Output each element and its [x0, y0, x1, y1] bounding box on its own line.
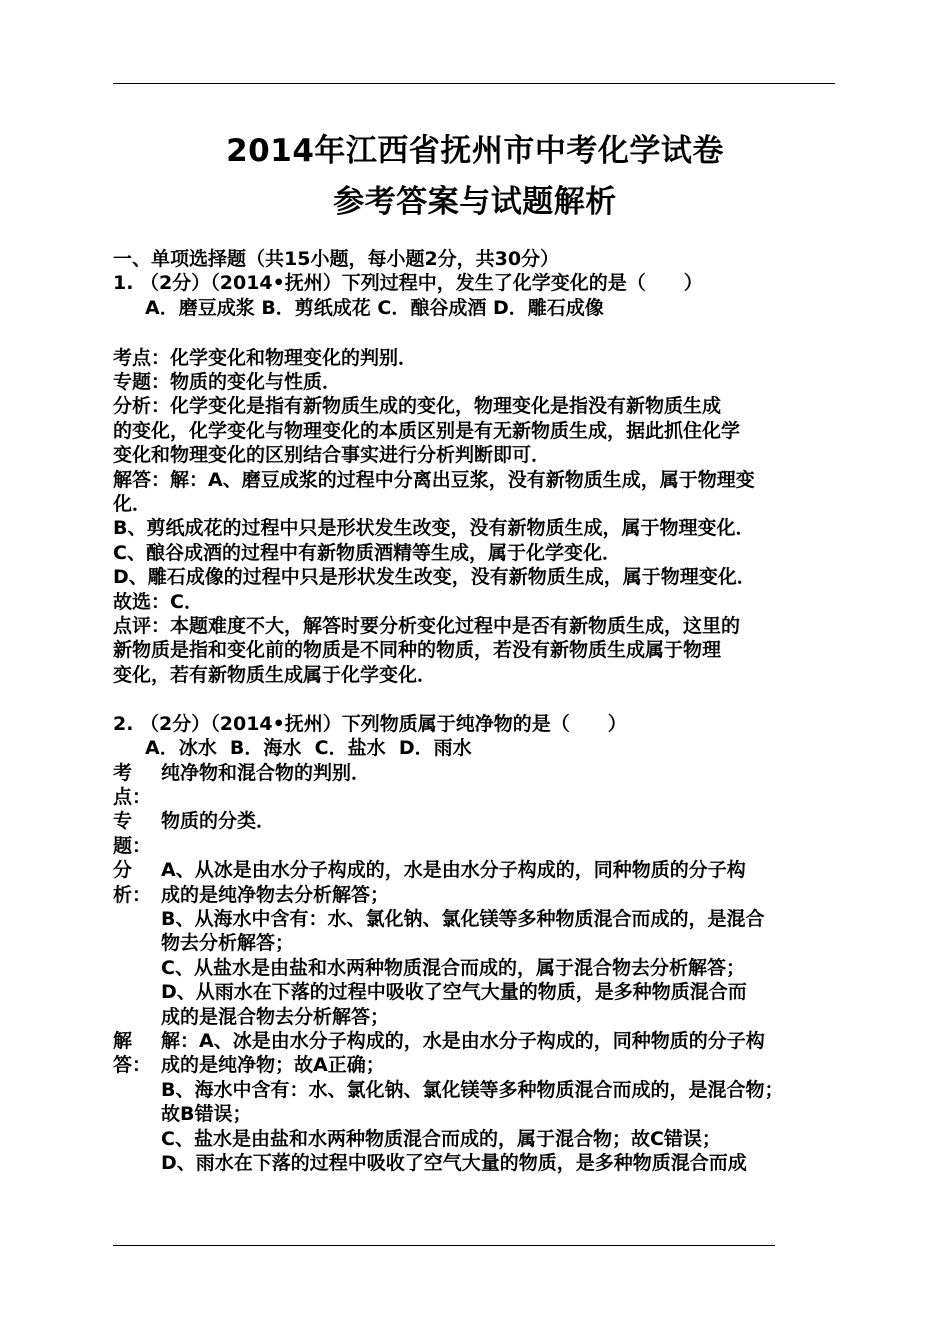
row-text: 纯净物和混合物的判别．: [161, 761, 371, 784]
q1-fenxi-line: 分析：化学变化是指有新物质生成的变化，物理变化是指没有新物质生成: [113, 395, 722, 418]
row-body: [161, 1029, 843, 1175]
label-part: 点：: [113, 785, 152, 808]
q2-row-jieda: [113, 1029, 843, 1175]
q1-jieda-line: D、雕石成像的过程中只是形状发生改变，没有新物质生成，属于物理变化．: [113, 566, 756, 589]
row-text: 物质的分类．: [161, 810, 276, 833]
row-label: [113, 1029, 161, 1175]
page-subtitle: 参考答案与试题解析: [333, 184, 617, 220]
q1-fenxi-line: 变化和物理变化的区别结合事实进行分析判断即可．: [113, 444, 551, 467]
spacer: [113, 687, 843, 711]
row-text: 成的是纯净物；故A正确；: [161, 1054, 385, 1077]
row-text: 解：A、冰是由水分子构成的，水是由水分子构成的，同种物质的分子构: [161, 1029, 765, 1052]
label-part: 考: [113, 761, 133, 784]
label-part: 答：: [113, 1054, 152, 1077]
row-text: C、盐水是由盐和水两种物质混合而成的，属于混合物；故C错误；: [161, 1127, 721, 1150]
q2-row-zhuanti: [113, 809, 843, 858]
document-body: [113, 247, 843, 1175]
q1-kaodian: 考点：化学变化和物理变化的判别．: [113, 346, 418, 369]
row-text: 物去分析解答；: [161, 932, 295, 955]
label-part: 题：: [113, 834, 152, 857]
row-text: 成的是混合物去分析解答；: [161, 1005, 390, 1028]
q1-dianping-line: 新物质是指和变化前的物质是不同种的物质，若没有新物质生成属于物理: [113, 639, 722, 662]
section-heading: 一、单项选择题（共15小题，每小题2分，共30分）: [113, 248, 560, 270]
row-label: [113, 858, 161, 1029]
q1-jieda-line: 解答：解：A、磨豆成浆的过程中分离出豆浆，没有新物质生成，属于物理变: [113, 468, 755, 491]
q1-options: A．磨豆成浆 B．剪纸成花 C．酿谷成酒 D．雕石成像: [145, 296, 604, 319]
row-label: [113, 761, 161, 810]
row-text: D、雨水在下落的过程中吸收了空气大量的物质，是多种物质混合而成: [161, 1152, 747, 1174]
row-label: [113, 809, 161, 858]
row-text: 成的是纯净物去分析解答；: [161, 883, 390, 906]
row-text: B、从海水中含有：水、氯化钠、氯化镁等多种物质混合而成的，是混合: [161, 907, 765, 930]
row-text: C、从盐水是由盐和水两种物质混合而成的，属于混合物去分析解答；: [161, 956, 745, 979]
q1-jieda-line: B、剪纸成花的过程中只是形状发生改变，没有新物质生成，属于物理变化．: [113, 517, 755, 540]
row-body: [161, 809, 843, 858]
page-title: 2014年江西省抚州市中考化学试卷: [226, 133, 724, 169]
q1-stem: 1. （2分）（2014•抚州）下列过程中，发生了化学变化的是（ ）: [113, 272, 703, 295]
q2-stem: 2. （2分）（2014•抚州）下列物质属于纯净物的是（ ）: [113, 712, 627, 735]
row-text: A、从冰是由水分子构成的，水是由水分子构成的，同种物质的分子构: [161, 859, 746, 882]
row-text: B、海水中含有：水、氯化钠、氯化镁等多种物质混合而成的，是混合物；: [161, 1078, 784, 1101]
q1-dianping-line: 点评：本题难度不大，解答时要分析变化过程中是否有新物质生成，这里的: [113, 615, 741, 638]
q1-jieda-line: 化．: [113, 493, 152, 516]
row-body: [161, 761, 843, 810]
q1-jieda-line: C、酿谷成酒的过程中有新物质酒精等生成，属于化学变化．: [113, 541, 621, 564]
q1-fenxi-line: 的变化，化学变化与物理变化的本质区别是有无新物质生成，据此抓住化学: [113, 419, 741, 442]
row-text: D、从雨水在下落的过程中吸收了空气大量的物质，是多种物质混合而: [161, 981, 747, 1004]
label-part: 析：: [113, 883, 152, 906]
label-part: 解: [113, 1029, 133, 1052]
top-rule: [113, 83, 835, 84]
row-body: [161, 858, 843, 1029]
label-part: 专: [113, 810, 133, 833]
q1-zhuanti: 专题：物质的变化与性质．: [113, 371, 342, 394]
q2-row-kaodian: [113, 761, 843, 810]
row-text: 故B错误；: [161, 1103, 252, 1126]
q2-row-fenxi: [113, 858, 843, 1029]
bottom-rule: [113, 1245, 775, 1246]
label-part: 分: [113, 859, 133, 882]
q1-dianping-line: 变化，若有新物质生成属于化学变化．: [113, 663, 437, 686]
q2-analysis-table: [113, 761, 843, 1176]
spacer: [113, 320, 843, 344]
q1-answer: 故选：C．: [113, 590, 203, 613]
q2-options: A．冰水 B．海水 C．盐水 D．雨水: [145, 737, 472, 760]
